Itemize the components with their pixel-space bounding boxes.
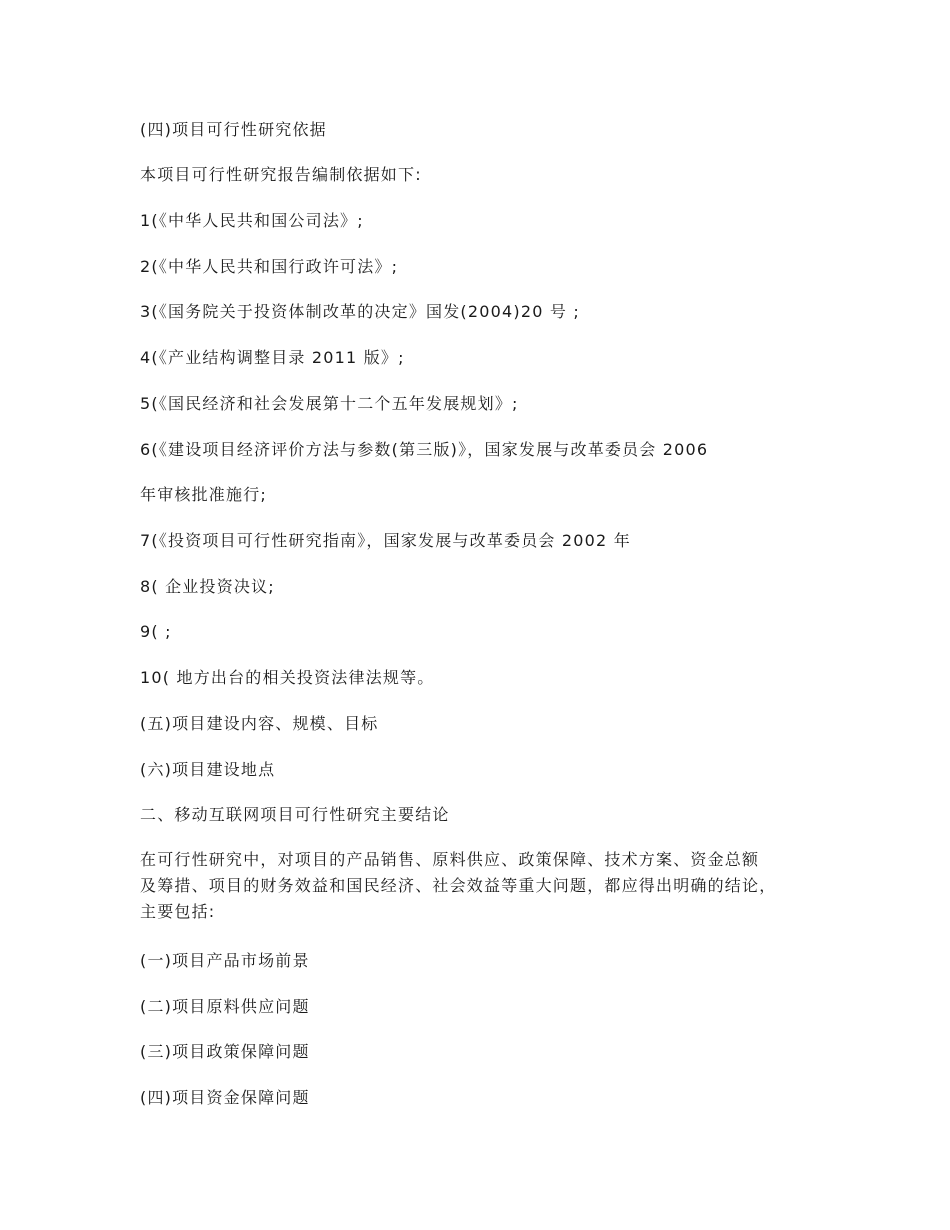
basis-item-4: 4(《产业结构调整目录 2011 版》;: [140, 348, 405, 367]
conclusion-paragraph: [140, 847, 820, 925]
heading-construction-content: (五)项目建设内容、规模、目标: [140, 714, 379, 733]
basis-item-3: 3(《国务院关于投资体制改革的决定》国发(2004)20 号 ;: [140, 302, 580, 321]
conclusion-line-2: 及筹措、项目的财务效益和国民经济、社会效益等重大问题，都应得出明确的结论，: [140, 876, 777, 895]
basis-item-10: 10( 地方出台的相关投资法律法规等。: [140, 668, 435, 687]
heading-research-basis: (四)项目可行性研究依据: [140, 120, 327, 139]
basis-item-2: 2(《中华人民共和国行政许可法》;: [140, 257, 399, 276]
heading-funding-guarantee: (四)项目资金保障问题: [140, 1088, 310, 1107]
basis-item-8: 8( 企业投资决议;: [140, 577, 275, 596]
intro-text: 本项目可行性研究报告编制依据如下:: [140, 165, 422, 184]
heading-policy-guarantee: (三)项目政策保障问题: [140, 1042, 310, 1061]
basis-item-9: 9( ;: [140, 622, 172, 641]
basis-item-7: 7(《投资项目可行性研究指南》，国家发展与改革委员会 2002 年: [140, 531, 631, 550]
heading-raw-material: (二)项目原料供应问题: [140, 997, 310, 1016]
heading-main-conclusions: 二、移动互联网项目可行性研究主要结论: [140, 805, 450, 824]
conclusion-line-1: 在可行性研究中，对项目的产品销售、原料供应、政策保障、技术方案、资金总额: [140, 850, 760, 869]
heading-construction-site: (六)项目建设地点: [140, 760, 276, 779]
basis-item-1: 1(《中华人民共和国公司法》;: [140, 211, 364, 230]
basis-item-5: 5(《国民经济和社会发展第十二个五年发展规划》;: [140, 394, 519, 413]
basis-item-6-continued: 年审核批准施行;: [140, 485, 267, 504]
basis-item-6: 6(《建设项目经济评价方法与参数(第三版)》，国家发展与改革委员会 2006: [140, 440, 709, 459]
conclusion-line-3: 主要包括:: [140, 902, 216, 921]
heading-market-prospect: (一)项目产品市场前景: [140, 951, 310, 970]
